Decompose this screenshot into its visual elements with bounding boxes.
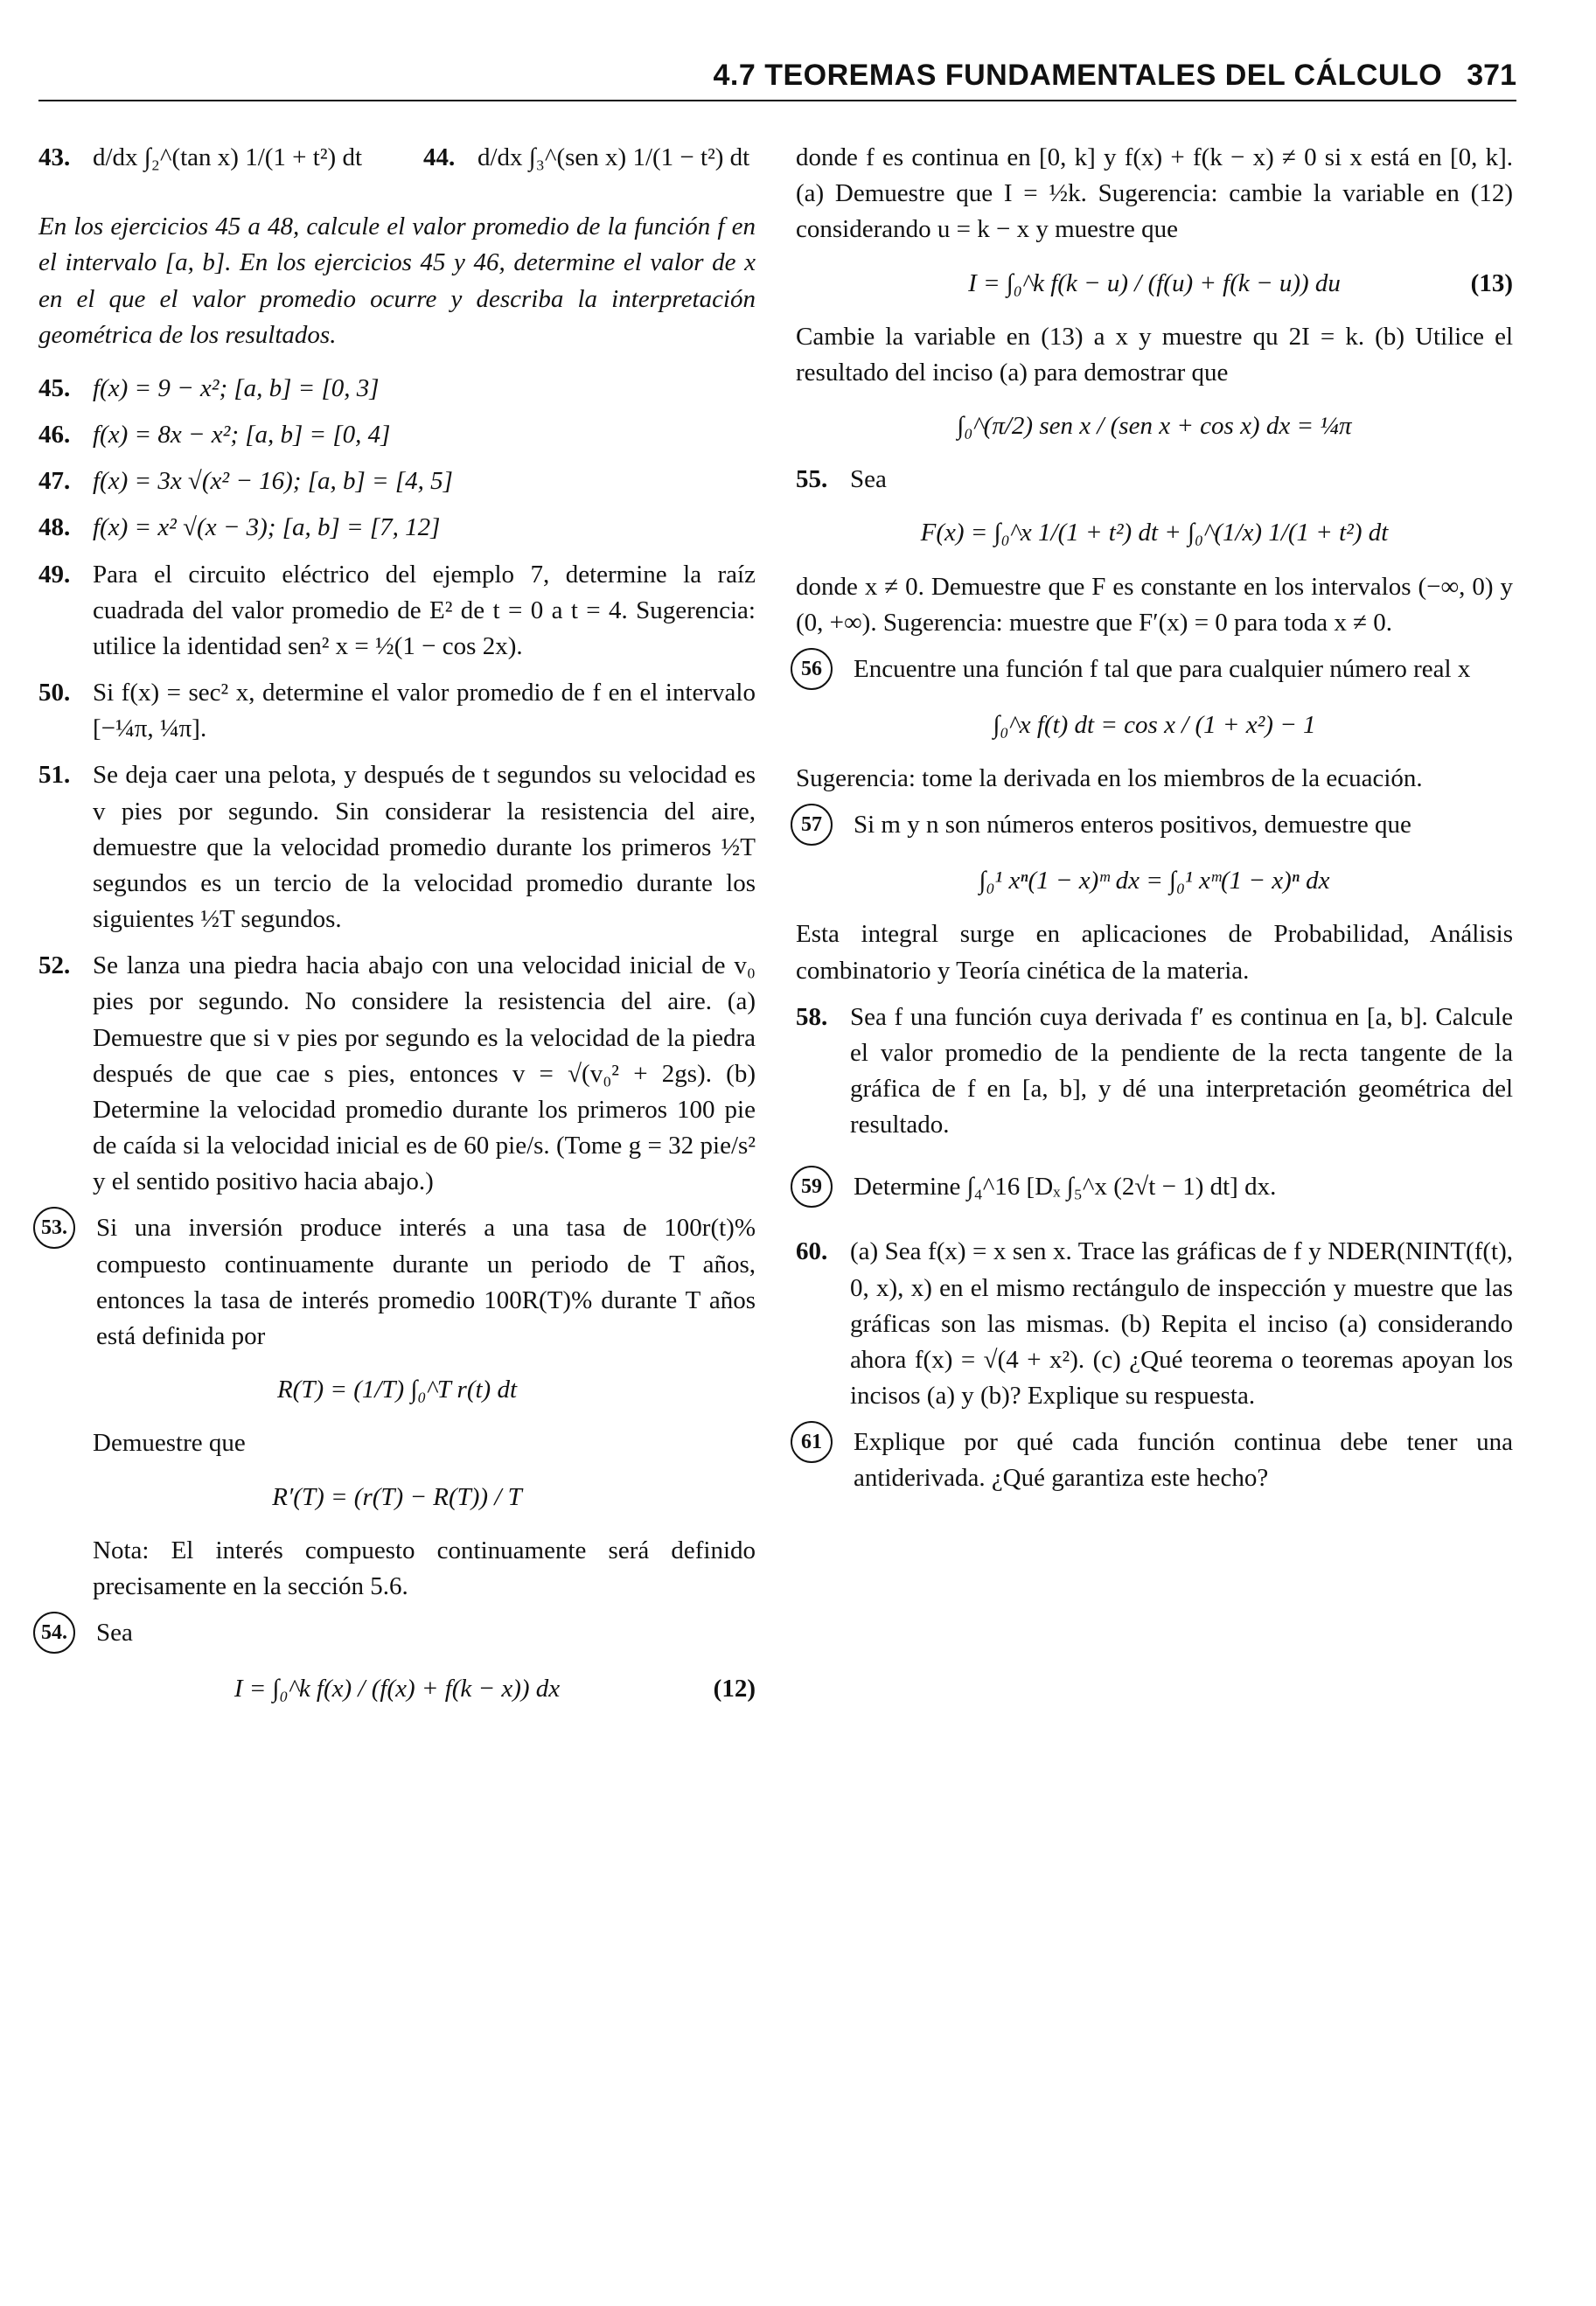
equation-57: ∫₀¹ xⁿ(1 − x)ᵐ dx = ∫₀¹ xᵐ(1 − x)ⁿ dx bbox=[979, 867, 1330, 895]
equation-F-x: F(x) = ∫₀^x 1/(1 + t²) dt + ∫₀^(1/x) 1/(1 + t²) dt bbox=[920, 519, 1389, 547]
exercise-text: Determine ∫₄^16 [Dₓ ∫₅^x (2√t − 1) dt] dx. bbox=[854, 1173, 1277, 1202]
exercise-text: (a) Sea f(x) = x sen x. Trace las gráficas de f y NDER(NINT(f(t), 0, x), x) en el mismo rectángulo de inspección y muestre que las gráficas son las mismas. (b) Repita el inciso (a) considerando ahora f(x) = √(4 + x²). (c) ¿Qué teorema o teoremas apoyan los incisos (a) y (b)? Explique su respuesta. bbox=[850, 1237, 1513, 1411]
exercise-54-part-b: Cambie la variable en (13) a x y muestre qu 2I = k. (b) Utilice el resultado del inciso (a) para demostrar que bbox=[796, 322, 1513, 387]
exercise-text: Encuentre una función f tal que para cualquier número real x bbox=[854, 654, 1471, 683]
exercise-51 bbox=[38, 757, 756, 937]
left-column bbox=[38, 140, 756, 1724]
exercise-57-continued: Esta integral surge en aplicaciones de Probabilidad, Análisis combinatorio y Teoría cinética de la materia. bbox=[796, 920, 1513, 985]
exercise-number: 60. bbox=[796, 1237, 828, 1266]
exercise-text: f(x) = 3x √(x² − 16); [a, b] = [4, 5] bbox=[93, 467, 453, 496]
exercise-number: 51. bbox=[38, 761, 71, 790]
equation-tag: (12) bbox=[713, 1675, 756, 1703]
equation-R-T: R(T) = (1/T) ∫₀^T r(t) dt bbox=[276, 1376, 518, 1404]
exercise-53 bbox=[38, 1210, 756, 1355]
page-header bbox=[38, 58, 1516, 101]
exercise-44 bbox=[423, 140, 749, 176]
exercise-text: d/dx ∫₂^(tan x) 1/(1 + t²) dt bbox=[93, 143, 362, 171]
exercise-number: 46. bbox=[38, 421, 71, 449]
exercise-59 bbox=[796, 1169, 1513, 1208]
exercise-text: Para el circuito eléctrico del ejemplo 7, determine la raíz cuadrada del valor promedio de E² de t = 0 a t = 4. Sugerencia: utilice la identidad sen² x = ½(1 − cos 2x). bbox=[93, 560, 756, 660]
exercise-47 bbox=[38, 463, 756, 499]
exercise-number-circled: 56 bbox=[791, 648, 833, 690]
exercise-number-circled: 59 bbox=[791, 1166, 833, 1208]
exercise-55-continued: donde x ≠ 0. Demuestre que F es constante en los intervalos (−∞, 0) y (0, +∞). Sugerencia: muestre que F′(x) = 0 para toda x ≠ 0. bbox=[796, 572, 1513, 637]
equation-pi-quarter: ∫₀^(π/2) sen x / (sen x + cos x) dx = ¼π bbox=[957, 412, 1352, 441]
exercise-text: Sea bbox=[96, 1619, 133, 1648]
equation-12-body: I = ∫₀^k f(x) / (f(x) + f(k − x)) dx bbox=[233, 1675, 561, 1703]
exercise-number-circled: 54. bbox=[33, 1612, 75, 1654]
exercise-number-circled: 53. bbox=[33, 1207, 75, 1249]
exercise-number: 50. bbox=[38, 679, 71, 707]
exercise-46 bbox=[38, 417, 756, 453]
exercise-50 bbox=[38, 675, 756, 747]
instructions-45-48: En los ejercicios 45 a 48, calcule el valor promedio de la función f en el intervalo [a, b]. En los ejercicios 45 y 46, determine el valor de x en el que el valor promedio ocurre y describa la interpretación geométrica de los resultados. bbox=[38, 212, 756, 349]
exercise-number: 47. bbox=[38, 467, 71, 496]
exercise-number: 52. bbox=[38, 951, 71, 980]
exercise-number-circled: 57 bbox=[791, 804, 833, 846]
exercise-54-continued: donde f es continua en [0, k] y f(x) + f(k − x) ≠ 0 si x está en [0, k]. (a) Demuestre que I = ½k. Sugerencia: cambie la variable en (12) considerando u = k − x y muestre que bbox=[796, 143, 1513, 244]
exercise-text: f(x) = x² √(x − 3); [a, b] = [7, 12] bbox=[93, 513, 441, 542]
exercise-number: 49. bbox=[38, 560, 71, 589]
exercise-57 bbox=[796, 807, 1513, 846]
exercise-text: d/dx ∫₃^(sen x) 1/(1 − t²) dt bbox=[477, 143, 750, 171]
exercises-43-44 bbox=[38, 140, 756, 176]
exercise-56-hint: Sugerencia: tome la derivada en los miembros de la ecuación. bbox=[796, 764, 1423, 793]
section-title: 4.7 TEOREMAS FUNDAMENTALES DEL CÁLCULO bbox=[713, 58, 1443, 92]
exercise-text: Explique por qué cada función continua debe tener una antiderivada. ¿Qué garantiza este hecho? bbox=[854, 1428, 1513, 1493]
exercise-43 bbox=[38, 140, 362, 176]
equation-56: ∫₀^x f(t) dt = cos x / (1 + x²) − 1 bbox=[993, 710, 1316, 739]
exercise-text: Se lanza una piedra hacia abajo con una velocidad inicial de v₀ pies por segundo. No considere la resistencia del aire. (a) Demuestre que si v pies por segundo es la velocidad de la piedra después de que cae s pies, entonces v = √(v₀² + 2gs). (b) Determine la velocidad promedio durante los primeros 100 pie de caída si la velocidad inicial es de 60 pie/s. (Tome g = 32 pie/s² y el sentido positivo hacia abajo.) bbox=[93, 951, 756, 1196]
exercise-text: Si m y n son números enteros positivos, demuestre que bbox=[854, 811, 1411, 839]
exercise-61 bbox=[796, 1425, 1513, 1496]
exercise-text: f(x) = 8x − x²; [a, b] = [0, 4] bbox=[93, 421, 391, 449]
exercise-number: 45. bbox=[38, 373, 71, 402]
equation-12 bbox=[38, 1671, 756, 1707]
right-column bbox=[796, 140, 1513, 1508]
exercise-text: Si f(x) = sec² x, determine el valor promedio de f en el intervalo [−¼π, ¼π]. bbox=[93, 679, 756, 743]
exercise-53-prompt: Demuestre que bbox=[93, 1429, 246, 1458]
exercise-number: 44. bbox=[423, 143, 456, 171]
exercise-45 bbox=[38, 371, 756, 407]
equation-13 bbox=[796, 266, 1513, 302]
exercise-53-note: Nota: El interés compuesto continuamente será definido precisamente en la sección 5.6. bbox=[93, 1536, 756, 1600]
equation-R-prime: R′(T) = (r(T) − R(T)) / T bbox=[272, 1482, 522, 1511]
exercise-number: 43. bbox=[38, 143, 71, 171]
equation-tag: (13) bbox=[1470, 268, 1513, 297]
exercise-number-circled: 61 bbox=[791, 1421, 833, 1463]
exercise-60 bbox=[796, 1234, 1513, 1414]
page-number: 371 bbox=[1467, 58, 1516, 92]
equation-13-body: I = ∫₀^k f(k − u) / (f(u) + f(k − u)) du bbox=[968, 268, 1341, 297]
exercise-48 bbox=[38, 510, 756, 546]
exercise-55 bbox=[796, 462, 1513, 498]
exercise-52 bbox=[38, 948, 756, 1200]
exercise-56 bbox=[796, 651, 1513, 690]
exercise-58 bbox=[796, 1000, 1513, 1144]
exercise-text: Si una inversión produce interés a una tasa de 100r(t)% compuesto continuamente durante un periodo de T años, entonces la tasa de interés promedio 100R(T)% durante T años está definida por bbox=[96, 1214, 756, 1350]
exercise-text: Sea f una función cuya derivada f′ es continua en [a, b]. Calcule el valor promedio de la pendiente de la recta tangente de la gráfica de f en [a, b], y dé una interpretación geométrica del resultado. bbox=[850, 1002, 1513, 1139]
exercise-text: f(x) = 9 − x²; [a, b] = [0, 3] bbox=[93, 373, 380, 402]
exercise-text: Se deja caer una pelota, y después de t segundos su velocidad es v pies por segundo. Sin considerar la resistencia del aire, demuestre que la velocidad promedio durante los primeros ½T segundos es un tercio de la velocidad promedio durante los siguientes ½T segundos. bbox=[93, 761, 756, 934]
exercise-54 bbox=[38, 1615, 756, 1654]
exercise-number: 55. bbox=[796, 465, 828, 494]
exercise-number: 48. bbox=[38, 513, 71, 542]
exercise-49 bbox=[38, 557, 756, 665]
exercise-number: 58. bbox=[796, 1002, 828, 1031]
exercise-text: Sea bbox=[850, 465, 887, 494]
